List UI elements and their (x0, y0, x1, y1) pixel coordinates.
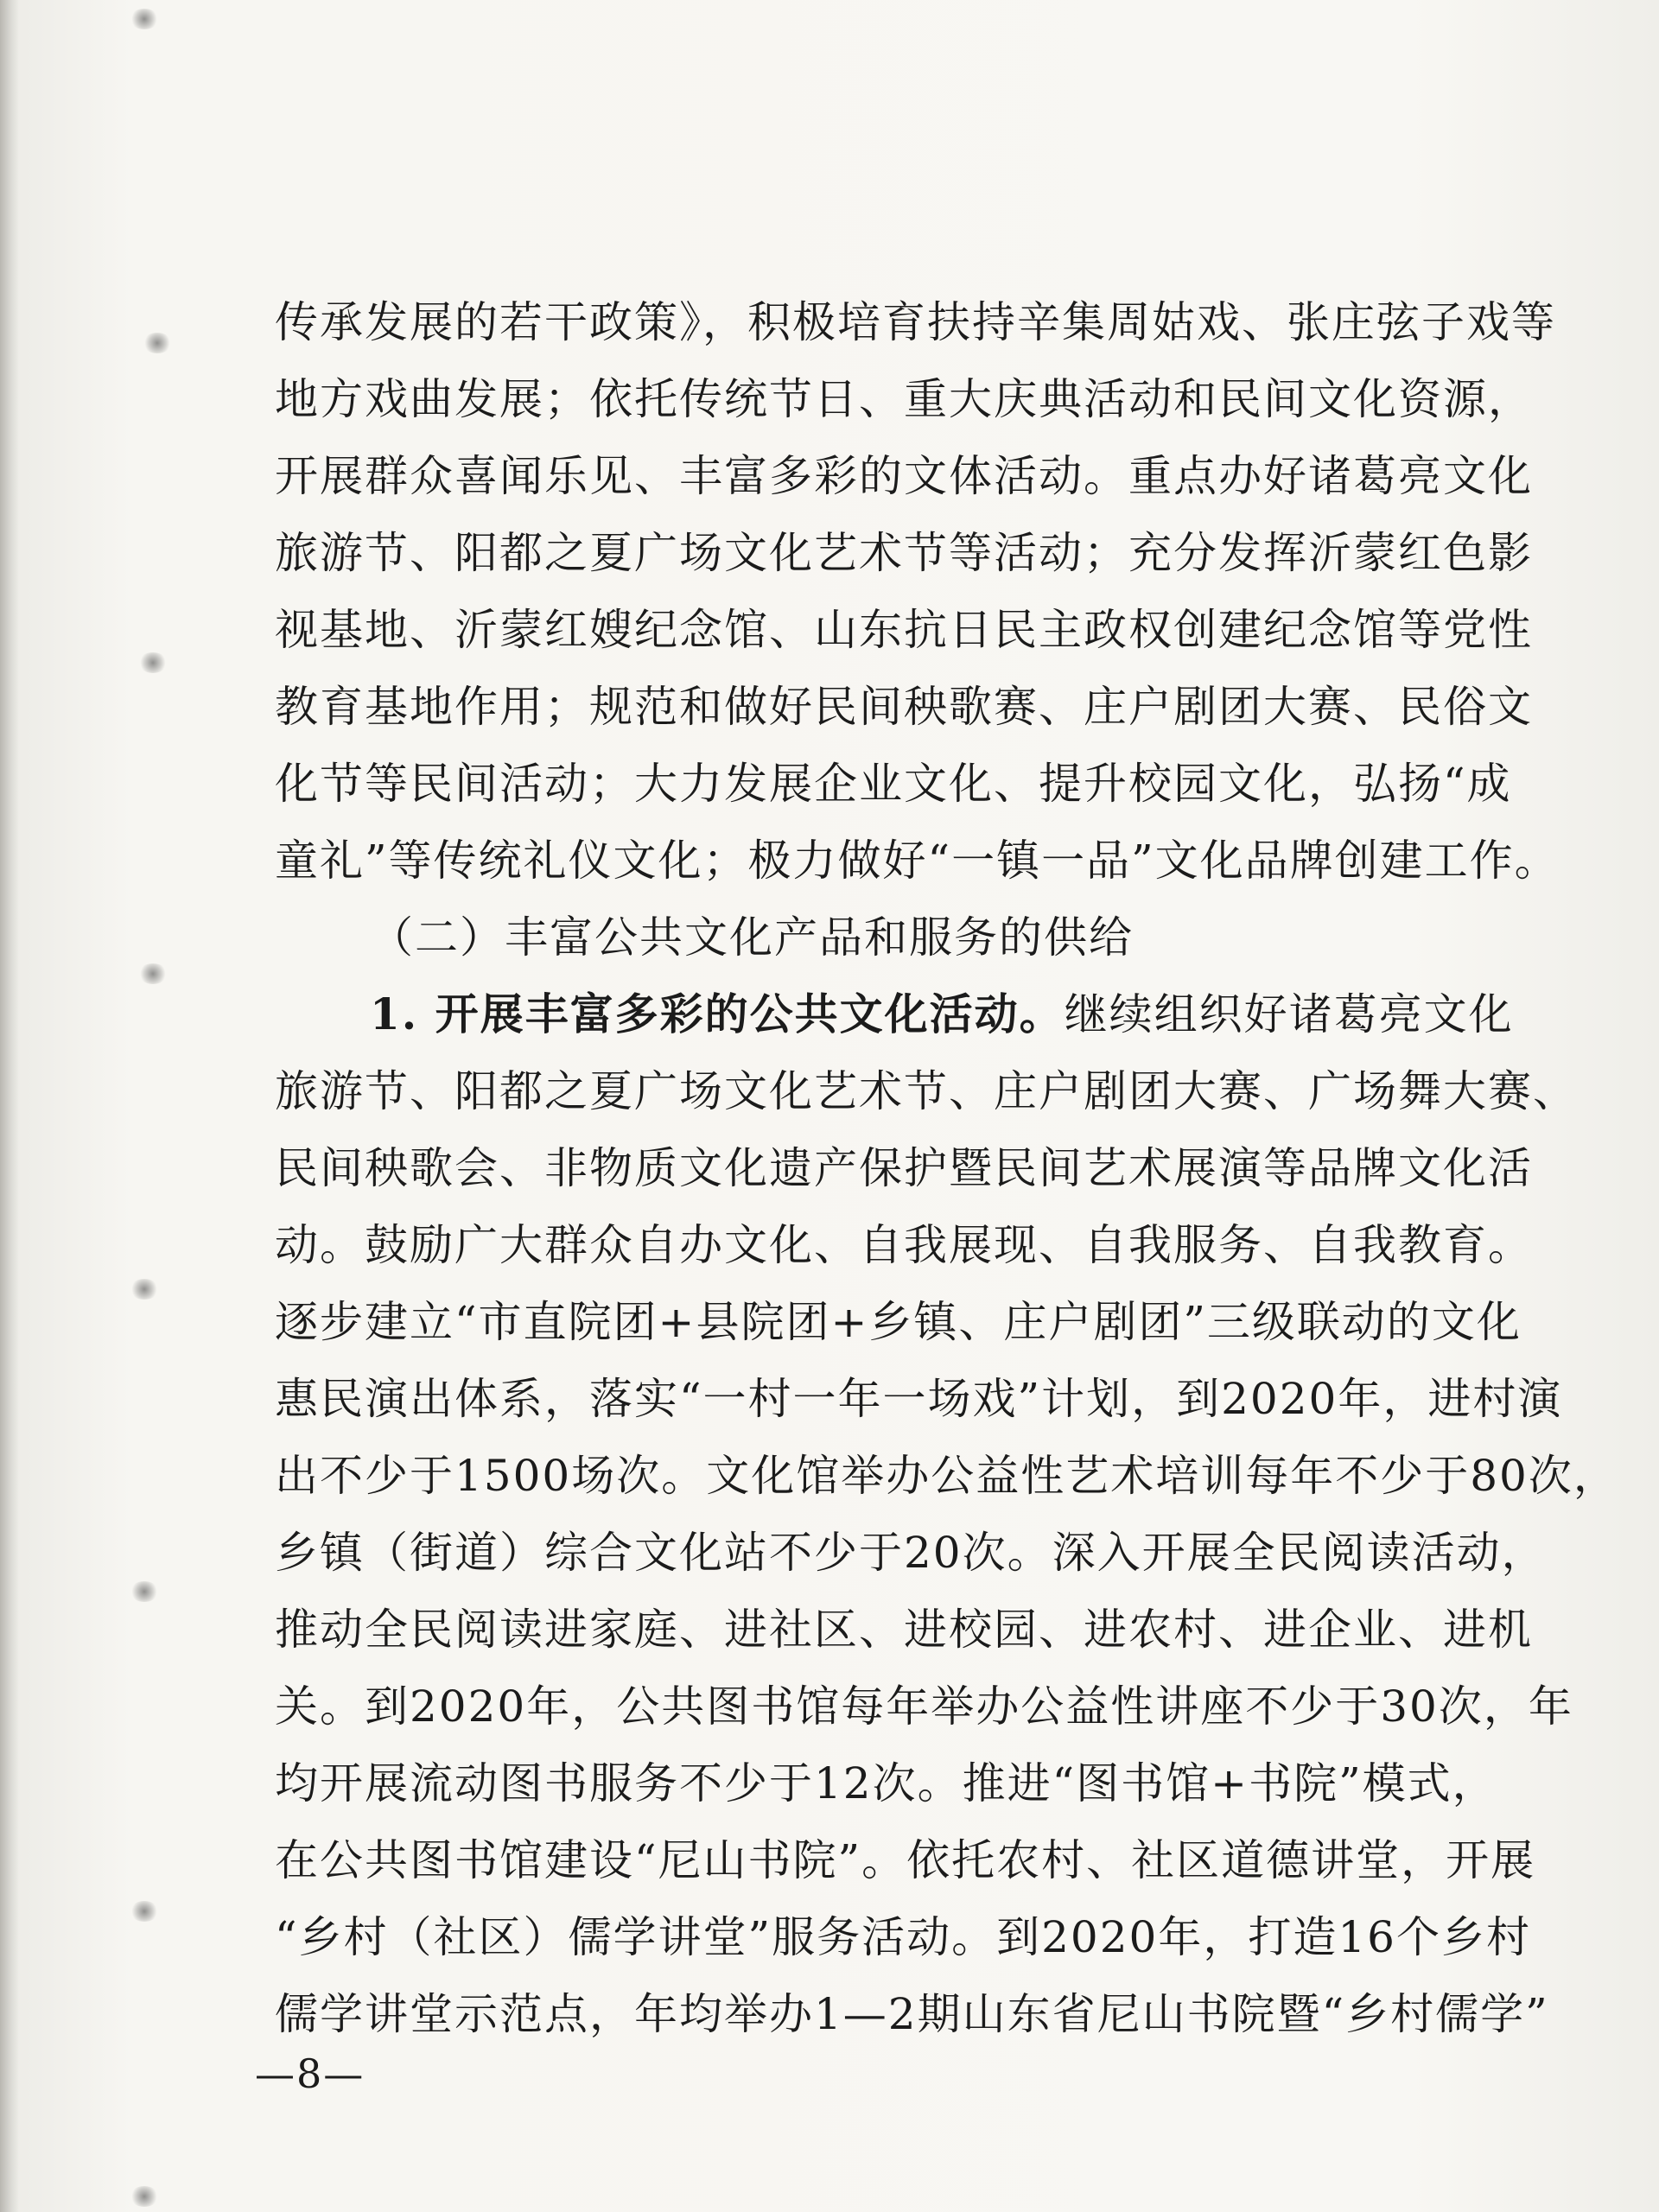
paragraph-line: 乡镇（街道）综合文化站不少于20次。深入开展全民阅读活动， (275, 1528, 1547, 1578)
paragraph-line: 均开展流动图书服务不少于12次。推进“图书馆+书院”模式， (275, 1758, 1497, 1808)
binding-hole-mark (130, 1279, 159, 1300)
paragraph-line: 逐步建立“市直院团+县院团+乡镇、庄户剧团”三级联动的文化 (275, 1297, 1522, 1347)
paragraph-line: 传承发展的若干政策》，积极培育扶持辛集周姑戏、张庄弦子戏等 (275, 297, 1556, 347)
paragraph-line: 动。鼓励广大群众自办文化、自我展现、自我服务、自我教育。 (275, 1220, 1533, 1270)
paragraph-line: “乡村（社区）儒学讲堂”服务活动。到2020年，打造16个乡村 (275, 1912, 1531, 1962)
paragraph-line: 儒学讲堂示范点，年均举办1—2期山东省尼山书院暨“乡村儒学” (275, 1989, 1549, 2039)
paragraph-line: 出不少于1500场次。文化馆举办公益性艺术培训每年不少于80次， (275, 1451, 1618, 1501)
page-number: —8— (255, 2050, 365, 2097)
paragraph-line: 开展群众喜闻乐见、丰富多彩的文体活动。重点办好诸葛亮文化 (275, 451, 1533, 501)
binding-hole-mark (138, 963, 168, 984)
binding-hole-mark (138, 652, 168, 673)
paragraph-line: 关。到2020年，公共图书馆每年举办公益性讲座不少于30次，年 (275, 1681, 1573, 1732)
item-heading-line (370, 977, 1514, 1052)
binding-hole-mark (143, 333, 172, 353)
paragraph-line: 童礼”等传统礼仪文化；极力做好“一镇一品”文化品牌创建工作。 (275, 836, 1560, 886)
paragraph-line: 地方戏曲发展；依托传统节日、重大庆典活动和民间文化资源， (275, 374, 1533, 424)
binding-hole-mark (130, 2186, 159, 2207)
paragraph-line: 教育基地作用；规范和做好民间秧歌赛、庄户剧团大赛、民俗文 (275, 682, 1533, 732)
item-title: 1. 开展丰富多彩的公共文化活动。 (370, 988, 1065, 1039)
binding-hole-mark (130, 1901, 159, 1922)
paragraph-line: 在公共图书馆建设“尼山书院”。依托农村、社区道德讲堂，开展 (275, 1835, 1536, 1885)
paragraph-line: 惠民演出体系，落实“一村一年一场戏”计划，到2020年，进村演 (275, 1374, 1563, 1424)
binding-hole-mark (130, 9, 159, 29)
paragraph-line: 民间秧歌会、非物质文化遗产保护暨民间艺术展演等品牌文化活 (275, 1143, 1533, 1193)
page-edge-shadow (0, 0, 19, 2212)
paragraph-line: 视基地、沂蒙红嫂纪念馆、山东抗日民主政权创建纪念馆等党性 (275, 605, 1533, 655)
paragraph-line: 旅游节、阳都之夏广场文化艺术节、庄户剧团大赛、广场舞大赛、 (275, 1066, 1578, 1116)
paragraph-line: 旅游节、阳都之夏广场文化艺术节等活动；充分发挥沂蒙红色影 (275, 528, 1533, 578)
paragraph-line: 化节等民间活动；大力发展企业文化、提升校园文化，弘扬“成 (275, 759, 1512, 809)
item-text: 继续组织好诸葛亮文化 (1064, 989, 1514, 1039)
binding-hole-mark (130, 1581, 159, 1602)
paragraph-line: 推动全民阅读进家庭、进社区、进校园、进农村、进企业、进机 (275, 1605, 1533, 1655)
section-heading: （二）丰富公共文化产品和服务的供给 (370, 912, 1134, 963)
